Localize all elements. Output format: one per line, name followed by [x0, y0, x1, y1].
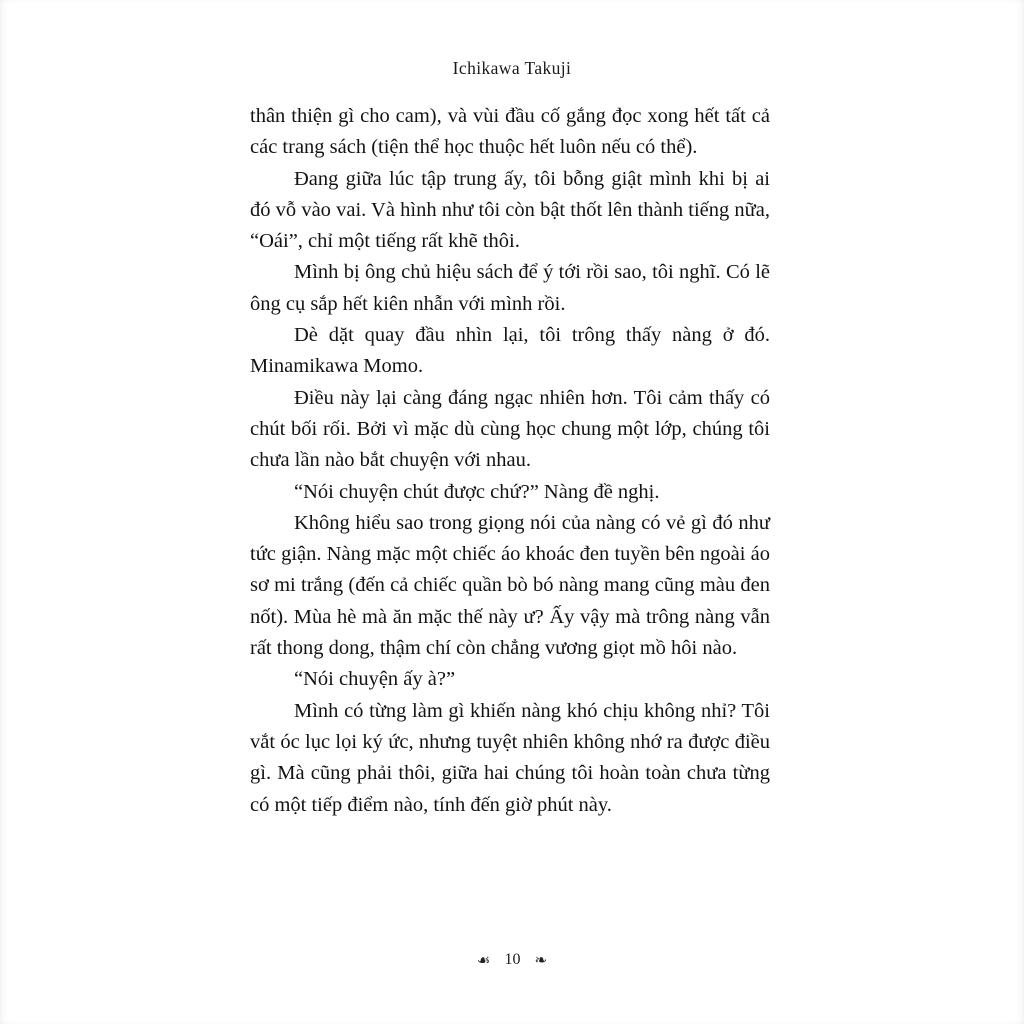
paragraph: Dè dặt quay đầu nhìn lại, tôi trông thấy nàng ở đó. Minamikawa Momo.: [250, 324, 770, 378]
paragraph: “Nói chuyện chút được chứ?” Nàng đề nghị.: [294, 480, 660, 503]
left-fleuron-icon: ☙: [476, 951, 491, 969]
text-block: [250, 101, 770, 821]
paragraph: Đang giữa lúc tập trung ấy, tôi bỗng giật mình khi bị ai đó vỗ vào vai. Và hình như tôi còn bật thốt lên thành tiếng nữa, “Oái”, chỉ một tiếng rất khẽ thôi.: [250, 167, 770, 253]
page-number: 10: [504, 951, 521, 968]
paragraph: thân thiện gì cho cam), và vùi đầu cố gắng đọc xong hết tất cả các trang sách (tiện thể học thuộc hết luôn nếu có thể).: [250, 105, 770, 159]
running-header: Ichikawa Takuji: [452, 58, 572, 78]
paragraph: Mình có từng làm gì khiến nàng khó chịu không nhỉ? Tôi vắt óc lục lọi ký ức, nhưng tuyệt nhiên không nhớ ra được điều gì. Mà cũng phải thôi, giữa hai chúng tôi hoàn toàn chưa từng có một tiếp điểm nào, tính đến giờ phút này.: [250, 699, 770, 816]
right-fleuron-icon: ❧: [534, 951, 548, 969]
paragraph: Mình bị ông chủ hiệu sách để ý tới rồi sao, tôi nghĩ. Có lẽ ông cụ sắp hết kiên nhẫn với mình rồi.: [250, 261, 770, 315]
paragraph: Điều này lại càng đáng ngạc nhiên hơn. Tôi cảm thấy có chút bối rối. Bởi vì mặc dù cùng học chung một lớp, chúng tôi chưa lần nào bắt chuyện với nhau.: [250, 386, 770, 472]
page-footer: [0, 950, 1024, 969]
paragraph: Không hiểu sao trong giọng nói của nàng có vẻ gì đó như tức giận. Nàng mặc một chiếc áo khoác đen tuyền bên ngoài áo sơ mi trắng (đến cả chiếc quần bò bó nàng mang cũng màu đen nốt). Mùa hè mà ăn mặc thế này ư? Ấy vậy mà trông nàng vẫn rất thong dong, thậm chí còn chẳng vương giọt mồ hôi nào.: [250, 511, 770, 660]
paragraph: “Nói chuyện ấy à?”: [294, 668, 456, 691]
